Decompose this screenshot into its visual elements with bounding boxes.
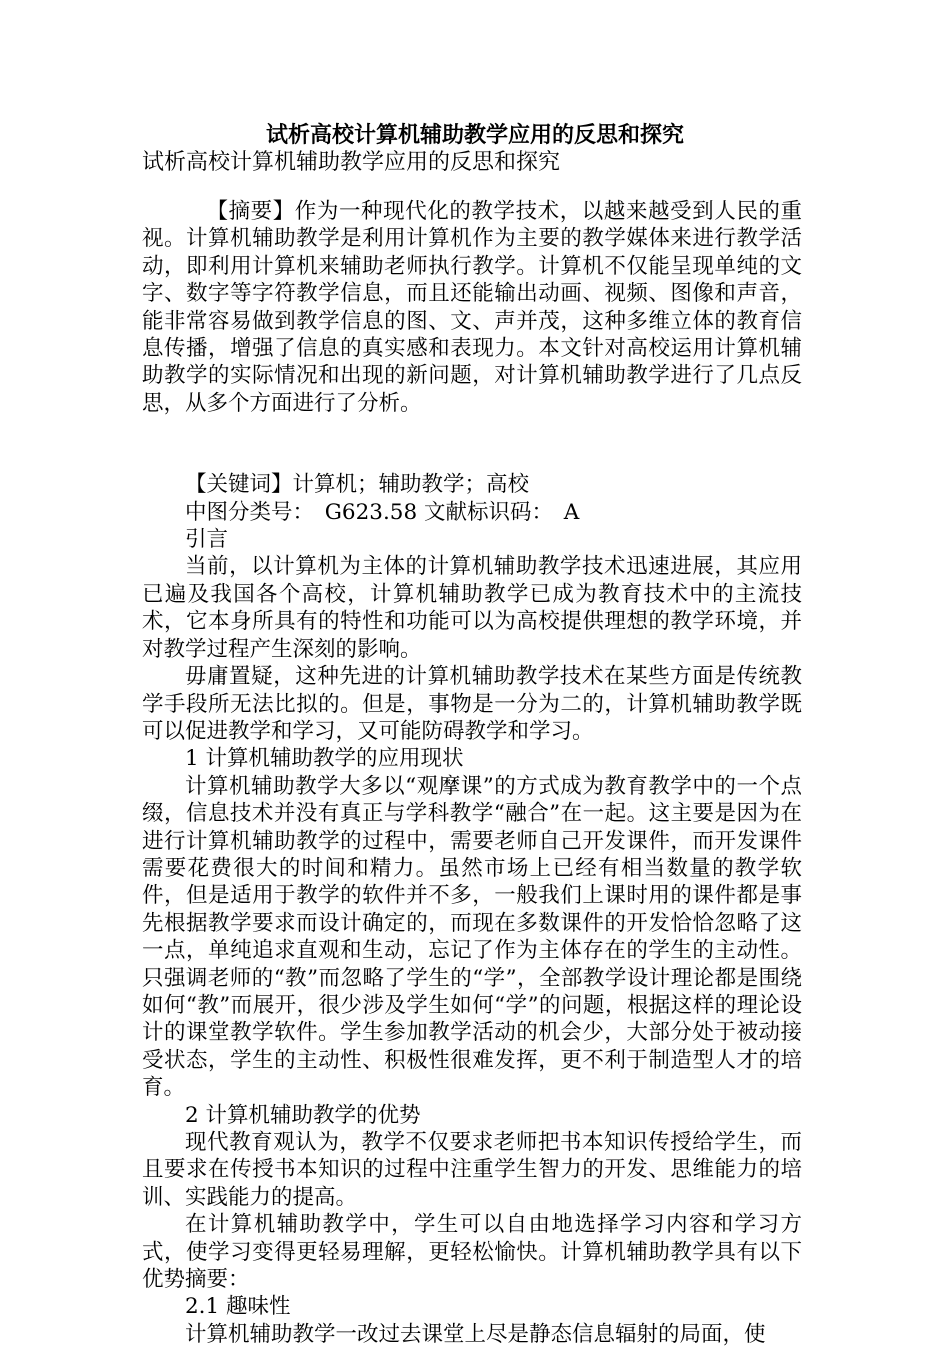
intro-paragraph-2: 毋庸置疑，这种先进的计算机辅助教学技术在某些方面是传统教学手段所无法比拟的。但是，事物是一分为二的，计算机辅助教学既可以促进教学和学习，又可能防碍教学和学习。	[142, 664, 802, 744]
intro-heading: 引言	[185, 527, 229, 553]
section-2-1-paragraph-1: 计算机辅助教学一改过去课堂上尽是静态信息辐射的局面，使	[185, 1321, 766, 1347]
intro-paragraph-1: 当前，以计算机为主体的计算机辅助教学技术迅速进展，其应用已遍及我国各个高校，计算机辅助教学已成为教育技术中的主流技术，它本身所具有的特性和功能可以为高校提供理想的教学环境，并对教学过程产生深刻的影响。	[142, 554, 802, 662]
classification-line: 中图分类号： G623.58 文献标识码： A	[185, 499, 580, 525]
section-2-paragraph-2: 在计算机辅助教学中，学生可以自由地选择学习内容和学习方式，使学习变得更轻易理解，更轻松愉快。计算机辅助教学具有以下优势摘要：	[142, 1212, 802, 1293]
document-subtitle: 试析高校计算机辅助教学应用的反思和探究	[142, 150, 561, 175]
document-body	[142, 198, 802, 1348]
section-2-1-heading: 2.1 趣味性	[185, 1294, 291, 1320]
blank-line	[142, 444, 802, 471]
section-2-paragraph-1: 现代教育观认为，教学不仅要求老师把书本知识传授给学生，而且要求在传授书本知识的过程中注重学生智力的开发、思维能力的培训、实践能力的提高。	[142, 1130, 802, 1210]
section-1-paragraph-1: 计算机辅助教学大多以“观摩课”的方式成为教育教学中的一个点缀，信息技术并没有真正与学科教学“融合”在一起。这主要是因为在进行计算机辅助教学的过程中，需要老师自己开发课件，而开发课件需要花费很大的时间和精力。虽然市场上已经有相当数量的教学软件，但是适用于教学的软件并不多，一般我们上课时用的课件都是事先根据教学要求而设计确定的，而现在多数课件的开发恰恰忽略了这一点，单纯追求直观和生动，忘记了作为主体存在的学生的主动性。只强调老师的“教”而忽略了学生的“学”，全部教学设计理论都是围绕如何“教”而展开，很少涉及学生如何“学”的问题，根据这样的理论设计的课堂教学软件。学生参加教学活动的机会少，大部分处于被动接受状态，学生的主动性、积极性很难发挥，更不利于制造型人才的培育。	[142, 773, 802, 1101]
section-2-heading: 2 计算机辅助教学的优势	[185, 1102, 421, 1128]
section-1-heading: 1 计算机辅助教学的应用现状	[185, 746, 464, 772]
keywords-line: 【关键词】计算机；辅助教学；高校	[185, 472, 530, 498]
abstract-paragraph: 【摘要】作为一种现代化的教学技术，以越来越受到人民的重视。计算机辅助教学是利用计算机作为主要的教学媒体来进行教学活动，即利用计算机来辅助老师执行教学。计算机不仅能呈现单纯的文字、数字等字符教学信息，而且还能输出动画、视频、图像和声音，能非常容易做到教学信息的图、文、声并茂，这种多维立体的教育信息传播，增强了信息的真实感和表现力。本文针对高校运用计算机辅助教学的实际情况和出现的新问题，对计算机辅助教学进行了几点反思，从多个方面进行了分析。	[142, 199, 802, 416]
document-title: 试析高校计算机辅助教学应用的反思和探究	[265, 122, 684, 148]
blank-line	[142, 417, 802, 444]
